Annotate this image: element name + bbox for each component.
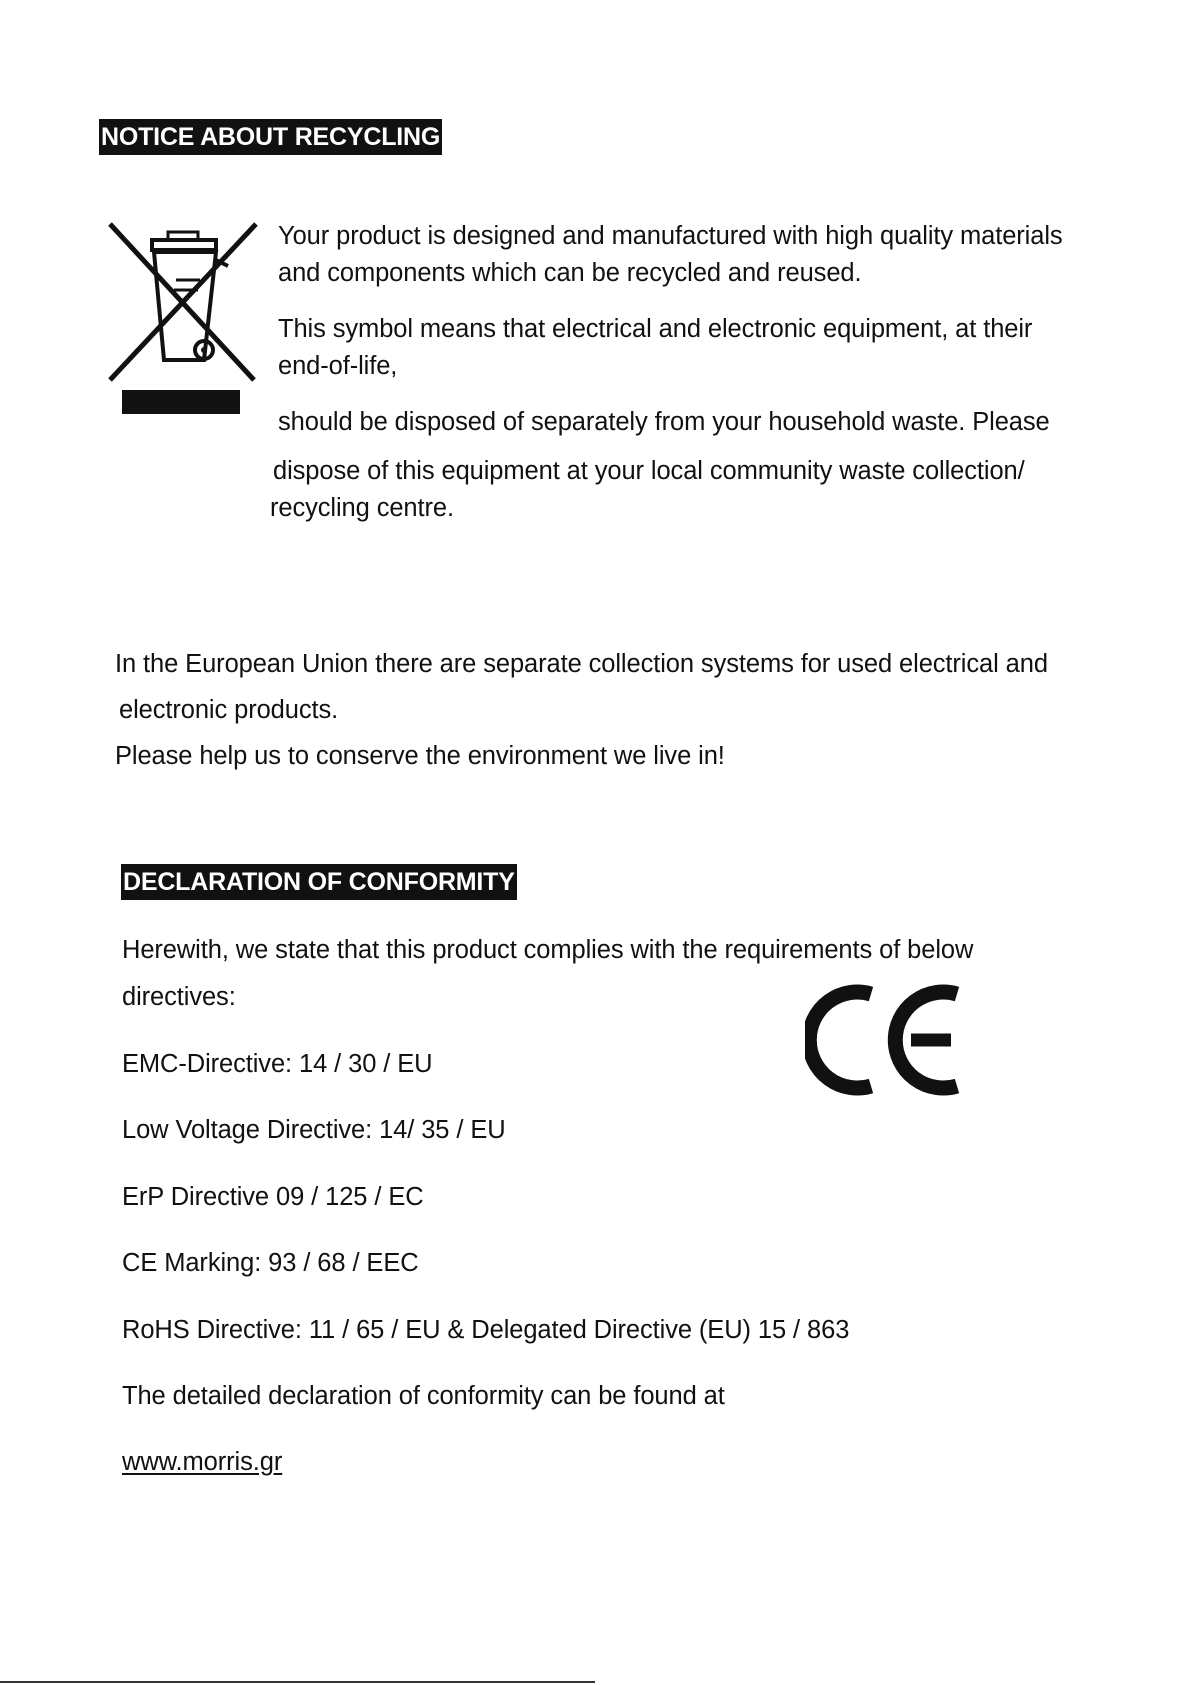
recycling-heading: NOTICE ABOUT RECYCLING — [99, 119, 442, 155]
directive-rohs: RoHS Directive: 11 / 65 / EU & Delegated Directive (EU) 15 / 863 — [122, 1316, 850, 1344]
bottom-rule — [0, 1681, 595, 1683]
directive-ce-marking: CE Marking: 93 / 68 / EEC — [122, 1249, 419, 1277]
conformity-intro-line-1: Herewith, we state that this product complies with the requirements of below — [122, 936, 974, 964]
recycling-paragraph-2-line-1: This symbol means that electrical and electronic equipment, at their — [278, 315, 1033, 343]
conformity-detail-text: The detailed declaration of conformity can be found at — [122, 1382, 725, 1410]
recycling-paragraph-1-line-2: and components which can be recycled and reused. — [278, 259, 862, 287]
directive-low-voltage: Low Voltage Directive: 14/ 35 / EU — [122, 1116, 506, 1144]
recycling-paragraph-3-line-1: should be disposed of separately from your household waste. Please — [278, 408, 1050, 436]
morris-website-link[interactable]: www.morris.gr — [122, 1448, 283, 1476]
eu-collection-line-1: In the European Union there are separate collection systems for used electrical and — [115, 650, 1048, 678]
recycling-paragraph-3-line-2: dispose of this equipment at your local community waste collection/ — [273, 457, 1025, 485]
directive-emc: EMC-Directive: 14 / 30 / EU — [122, 1050, 433, 1078]
directive-erp: ErP Directive 09 / 125 / EC — [122, 1183, 424, 1211]
eu-collection-line-2: electronic products. — [119, 696, 339, 724]
conformity-heading: DECLARATION OF CONFORMITY — [121, 864, 517, 900]
conformity-intro-line-2: directives: — [122, 983, 236, 1011]
crossed-out-wheelie-bin-icon — [104, 220, 264, 420]
eu-collection-line-3: Please help us to conserve the environment we live in! — [115, 742, 725, 770]
recycling-paragraph-3-line-3: recycling centre. — [270, 494, 454, 522]
recycling-paragraph-1-line-1: Your product is designed and manufactured with high quality materials — [278, 222, 1063, 250]
ce-mark-icon — [805, 980, 965, 1100]
recycling-paragraph-2-line-2: end-of-life, — [278, 352, 398, 380]
